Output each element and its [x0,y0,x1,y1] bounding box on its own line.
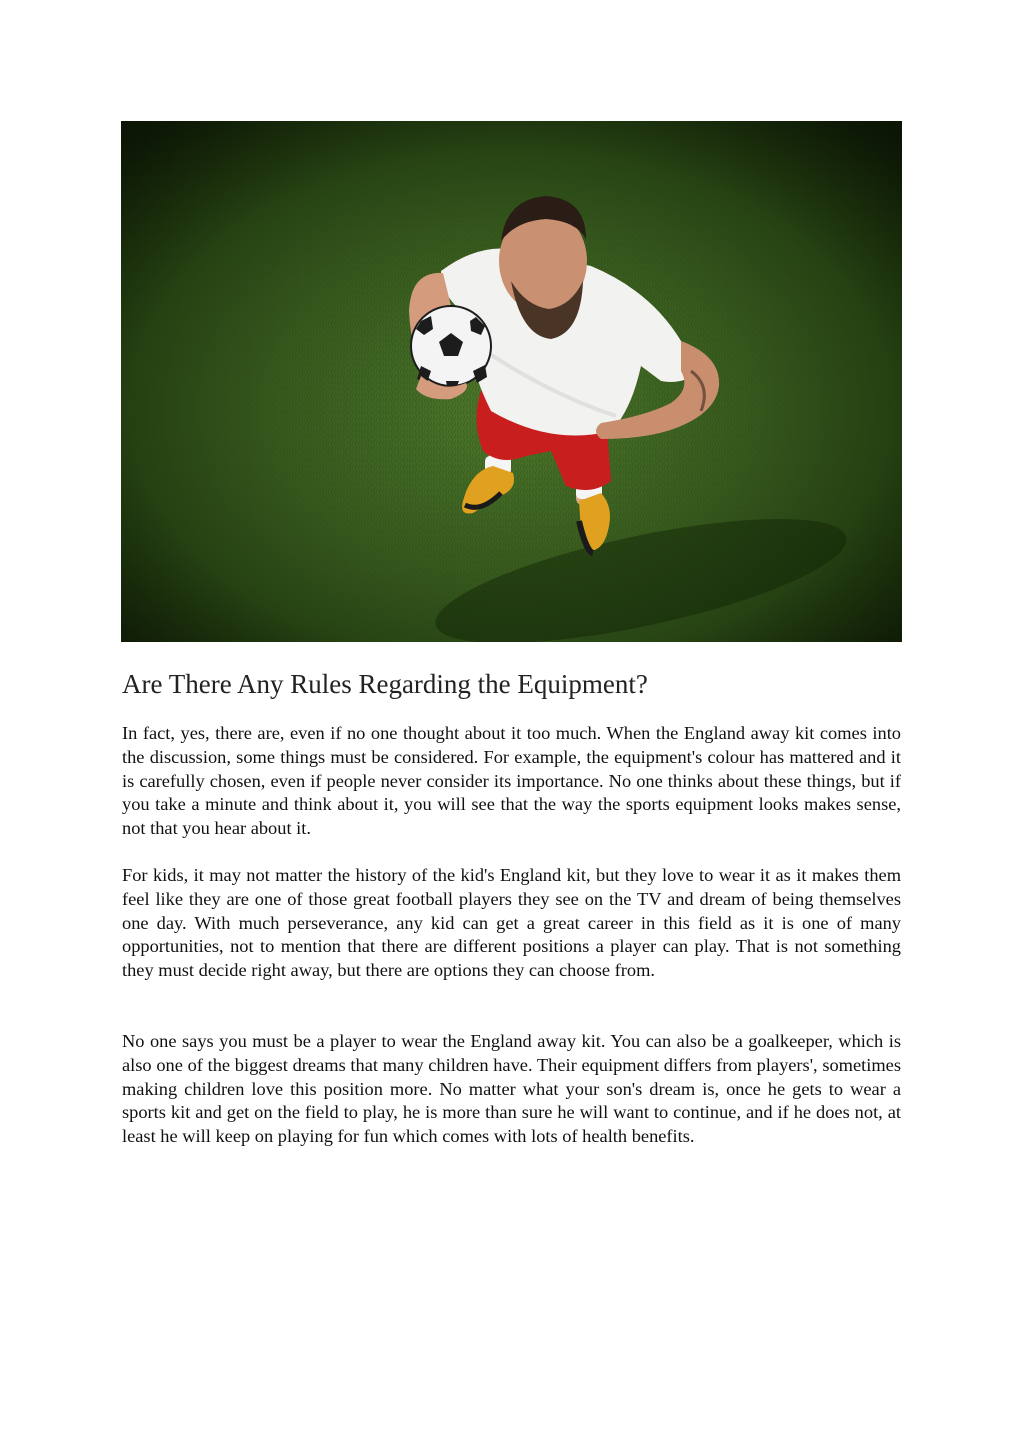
article-heading: Are There Any Rules Regarding the Equipment? [122,669,648,699]
football-ball [411,306,491,386]
football-player-illustration [121,121,902,642]
article-paragraph-2: For kids, it may not matter the history of the kid's England kit, but they love to wear it as it makes them feel like they are one of those great football players they see on the TV and dream of being themselves one day. With much perseverance, any kid can get a great career in this field as it is one of many opportunities, not to mention that there are different positions a player can play. That is not something they must decide right away, but there are options they can choose from. [122,865,901,981]
hero-photo [121,121,902,642]
article-paragraph-1: In fact, yes, there are, even if no one thought about it too much. When the England away kit comes into the discussion, some things must be considered. For example, the equipment's colour has mattered and it is carefully chosen, even if people never consider its importance. No one thinks about these things, but if you take a minute and think about it, you will see that the way the sports equipment looks makes sense, not that you hear about it. [122,723,901,839]
article-paragraph-3: No one says you must be a player to wear the England away kit. You can also be a goalkeeper, which is also one of the biggest dreams that many children have. Their equipment differs from players', sometimes making children love this position more. No matter what your son's dream is, once he gets to wear a sports kit and get on the field to play, he is more than sure he will want to continue, and if he does not, at least he will keep on playing for fun which comes with lots of health benefits. [122,1031,901,1147]
